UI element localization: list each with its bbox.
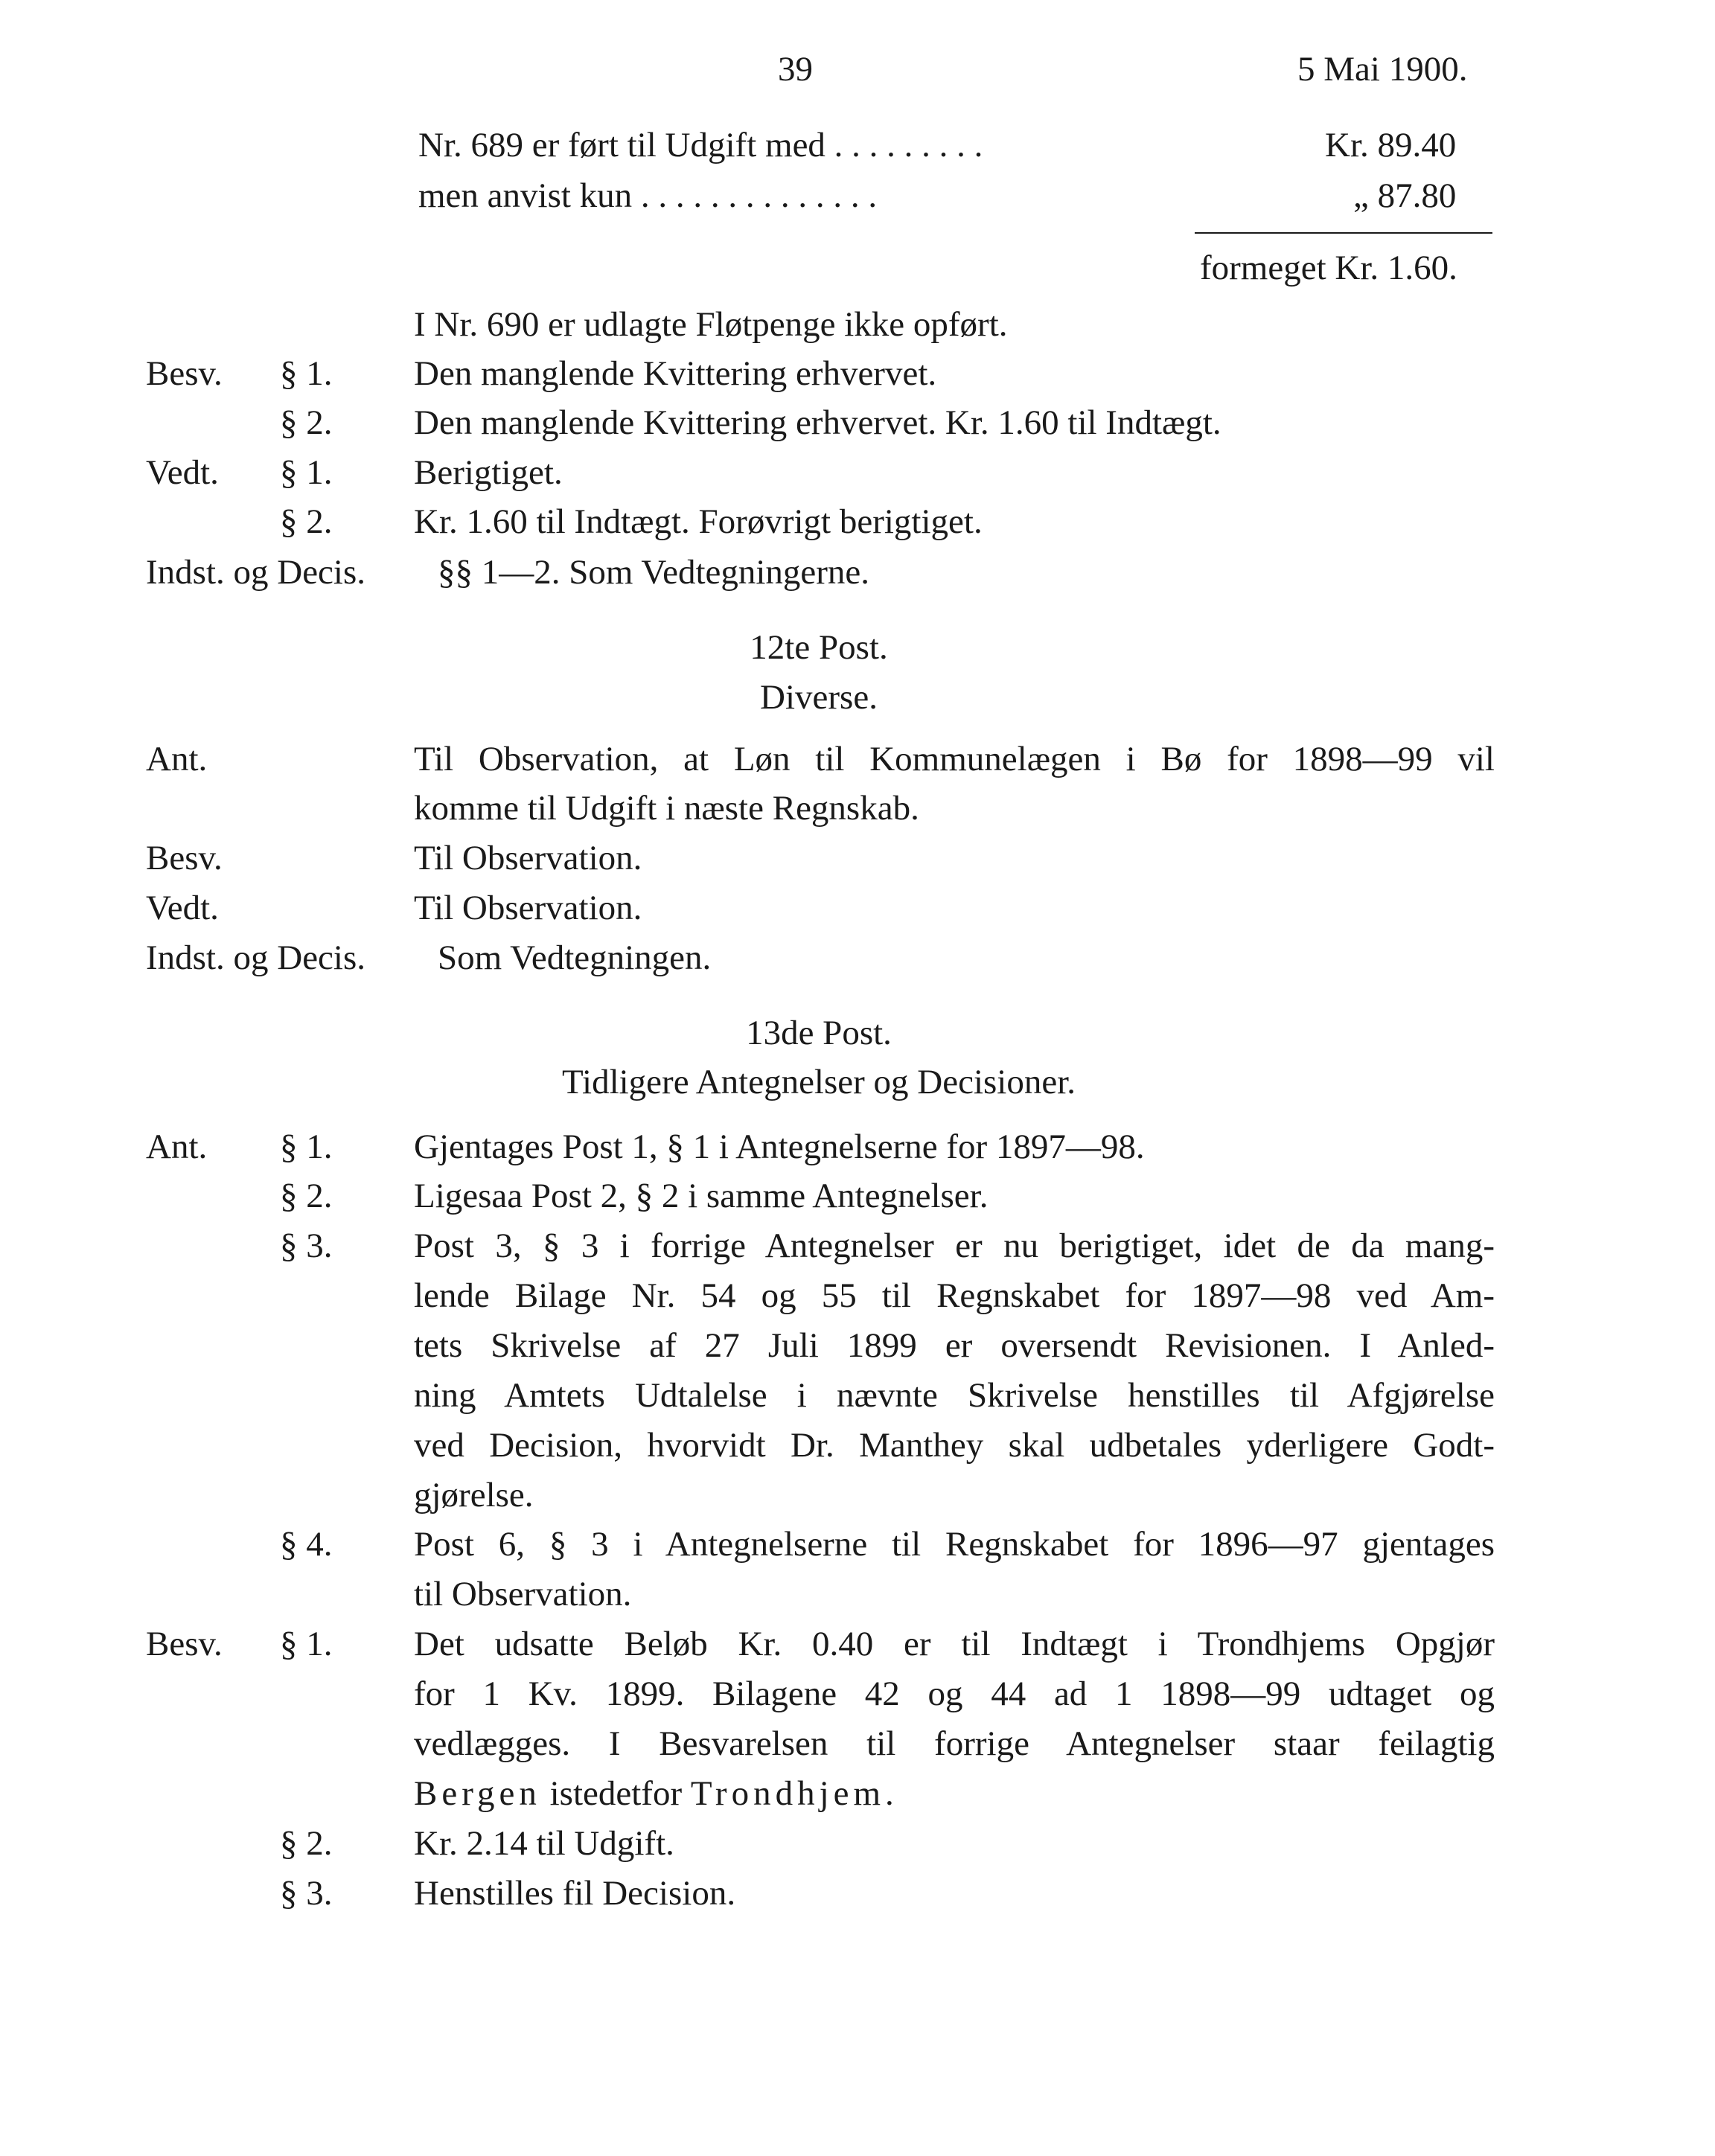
paragraph-text: Post 6, § 3 i Antegnelserne til Regnskabet for 1896—97 gjentages xyxy=(414,1525,1495,1564)
paragraph-text: Ligesaa Post 2, § 2 i samme Antegnelser. xyxy=(414,1177,989,1215)
spaced-word: Bergen xyxy=(414,1774,541,1813)
paragraph-number: § 1. xyxy=(280,453,333,492)
paragraph-text: Kr. 1.60 til Indtægt. Forøvrigt berigtiget. xyxy=(414,502,983,541)
indst-text: Som Vedtegningen. xyxy=(438,938,712,977)
account-line-2-amount: „ 87.80 xyxy=(1353,176,1457,215)
paragraph-text: Kr. 2.14 til Udgift. xyxy=(414,1824,674,1863)
besv-label: Besv. xyxy=(146,839,223,877)
paragraph-text: lende Bilage Nr. 54 og 55 til Regnskabet for 1897—98 ved Am- xyxy=(414,1276,1495,1315)
paragraph-text: Det udsatte Beløb Kr. 0.40 er til Indtægt i Trondhjems Opgjør xyxy=(414,1625,1495,1663)
paragraph-number: § 4. xyxy=(280,1525,333,1564)
indst-text: §§ 1—2. Som Vedtegningerne. xyxy=(438,553,870,592)
paragraph-text: Den manglende Kvittering erhvervet. xyxy=(414,354,937,393)
paragraph-text: tets Skrivelse af 27 Juli 1899 er oversendt Revisionen. I Anled- xyxy=(414,1326,1495,1365)
paragraph-text: for 1 Kv. 1899. Bilagene 42 og 44 ad 1 1898—99 udtaget og xyxy=(414,1674,1495,1713)
account-line-2-label: men anvist kun . . . . . . . . . . . . . . xyxy=(418,176,878,215)
page-number: 39 xyxy=(778,50,813,89)
paragraph-number: § 2. xyxy=(280,502,333,541)
section-heading: 12te Post. xyxy=(750,628,888,667)
account-total: formeget Kr. 1.60. xyxy=(1200,249,1457,287)
section-subheading: Tidligere Antegnelser og Decisioner. xyxy=(561,1063,1076,1101)
paragraph-number: § 1. xyxy=(280,1625,333,1663)
paragraph-text: Henstilles fil Decision. xyxy=(414,1874,736,1913)
vedt-text: Til Observation. xyxy=(414,889,642,927)
account-line-1-amount: Kr. 89.40 xyxy=(1325,126,1457,164)
paragraph-text: ning Amtets Udtalelse i nævnte Skrivelse henstilles til Afgjørelse xyxy=(414,1376,1495,1415)
paragraph-text: Post 3, § 3 i forrige Antegnelser er nu berigtiget, idet de da mang- xyxy=(414,1226,1495,1265)
paragraph-text: ved Decision, hvorvidt Dr. Manthey skal udbetales yderligere Godt- xyxy=(414,1426,1495,1465)
vedt-label: Vedt. xyxy=(146,453,219,492)
besv-text: Til Observation. xyxy=(414,839,642,877)
paragraph-number: § 2. xyxy=(280,403,333,442)
paragraph-number: § 2. xyxy=(280,1824,333,1863)
section11-intro: I Nr. 690 er udlagte Fløtpenge ikke opført. xyxy=(414,305,1008,344)
ant-label: Ant. xyxy=(146,1127,208,1166)
spaced-word: Trondhjem. xyxy=(690,1774,898,1813)
word: istedetfor xyxy=(549,1774,683,1813)
vedt-label: Vedt. xyxy=(146,889,219,927)
paragraph-text: gjørelse. xyxy=(414,1476,534,1514)
paragraph-number: § 1. xyxy=(280,1127,333,1166)
paragraph-text: Berigtiget. xyxy=(414,453,563,492)
section-subheading: Diverse. xyxy=(760,678,878,717)
paragraph-number: § 2. xyxy=(280,1177,333,1215)
section-heading: 13de Post. xyxy=(746,1014,892,1052)
indst-label: Indst. og Decis. xyxy=(146,938,366,977)
paragraph-number: § 3. xyxy=(280,1226,333,1265)
ant-label: Ant. xyxy=(146,740,208,778)
besv-label: Besv. xyxy=(146,354,223,393)
page-date: 5 Mai 1900. xyxy=(1297,50,1468,89)
besv-label: Besv. xyxy=(146,1625,223,1663)
paragraph-text: til Observation. xyxy=(414,1575,632,1613)
sum-rule xyxy=(1195,232,1492,234)
indst-label: Indst. og Decis. xyxy=(146,553,366,592)
paragraph-number: § 1. xyxy=(280,354,333,393)
paragraph-text: Gjentages Post 1, § 1 i Antegnelserne for 1897—98. xyxy=(414,1127,1145,1166)
ant-text-line: Til Observation, at Løn til Kommunelægen i Bø for 1898—99 vil xyxy=(414,740,1495,778)
ant-text-line: komme til Udgift i næste Regnskab. xyxy=(414,789,919,828)
paragraph-text: Den manglende Kvittering erhvervet. Kr. 1.60 til Indtægt. xyxy=(414,403,1221,442)
paragraph-text: vedlægges. I Besvarelsen til forrige Antegnelser staar feilagtig xyxy=(414,1724,1495,1763)
paragraph-text xyxy=(414,1776,898,1811)
paragraph-number: § 3. xyxy=(280,1874,333,1913)
account-line-1-label: Nr. 689 er ført til Udgift med . . . . . . . . . xyxy=(418,126,983,164)
